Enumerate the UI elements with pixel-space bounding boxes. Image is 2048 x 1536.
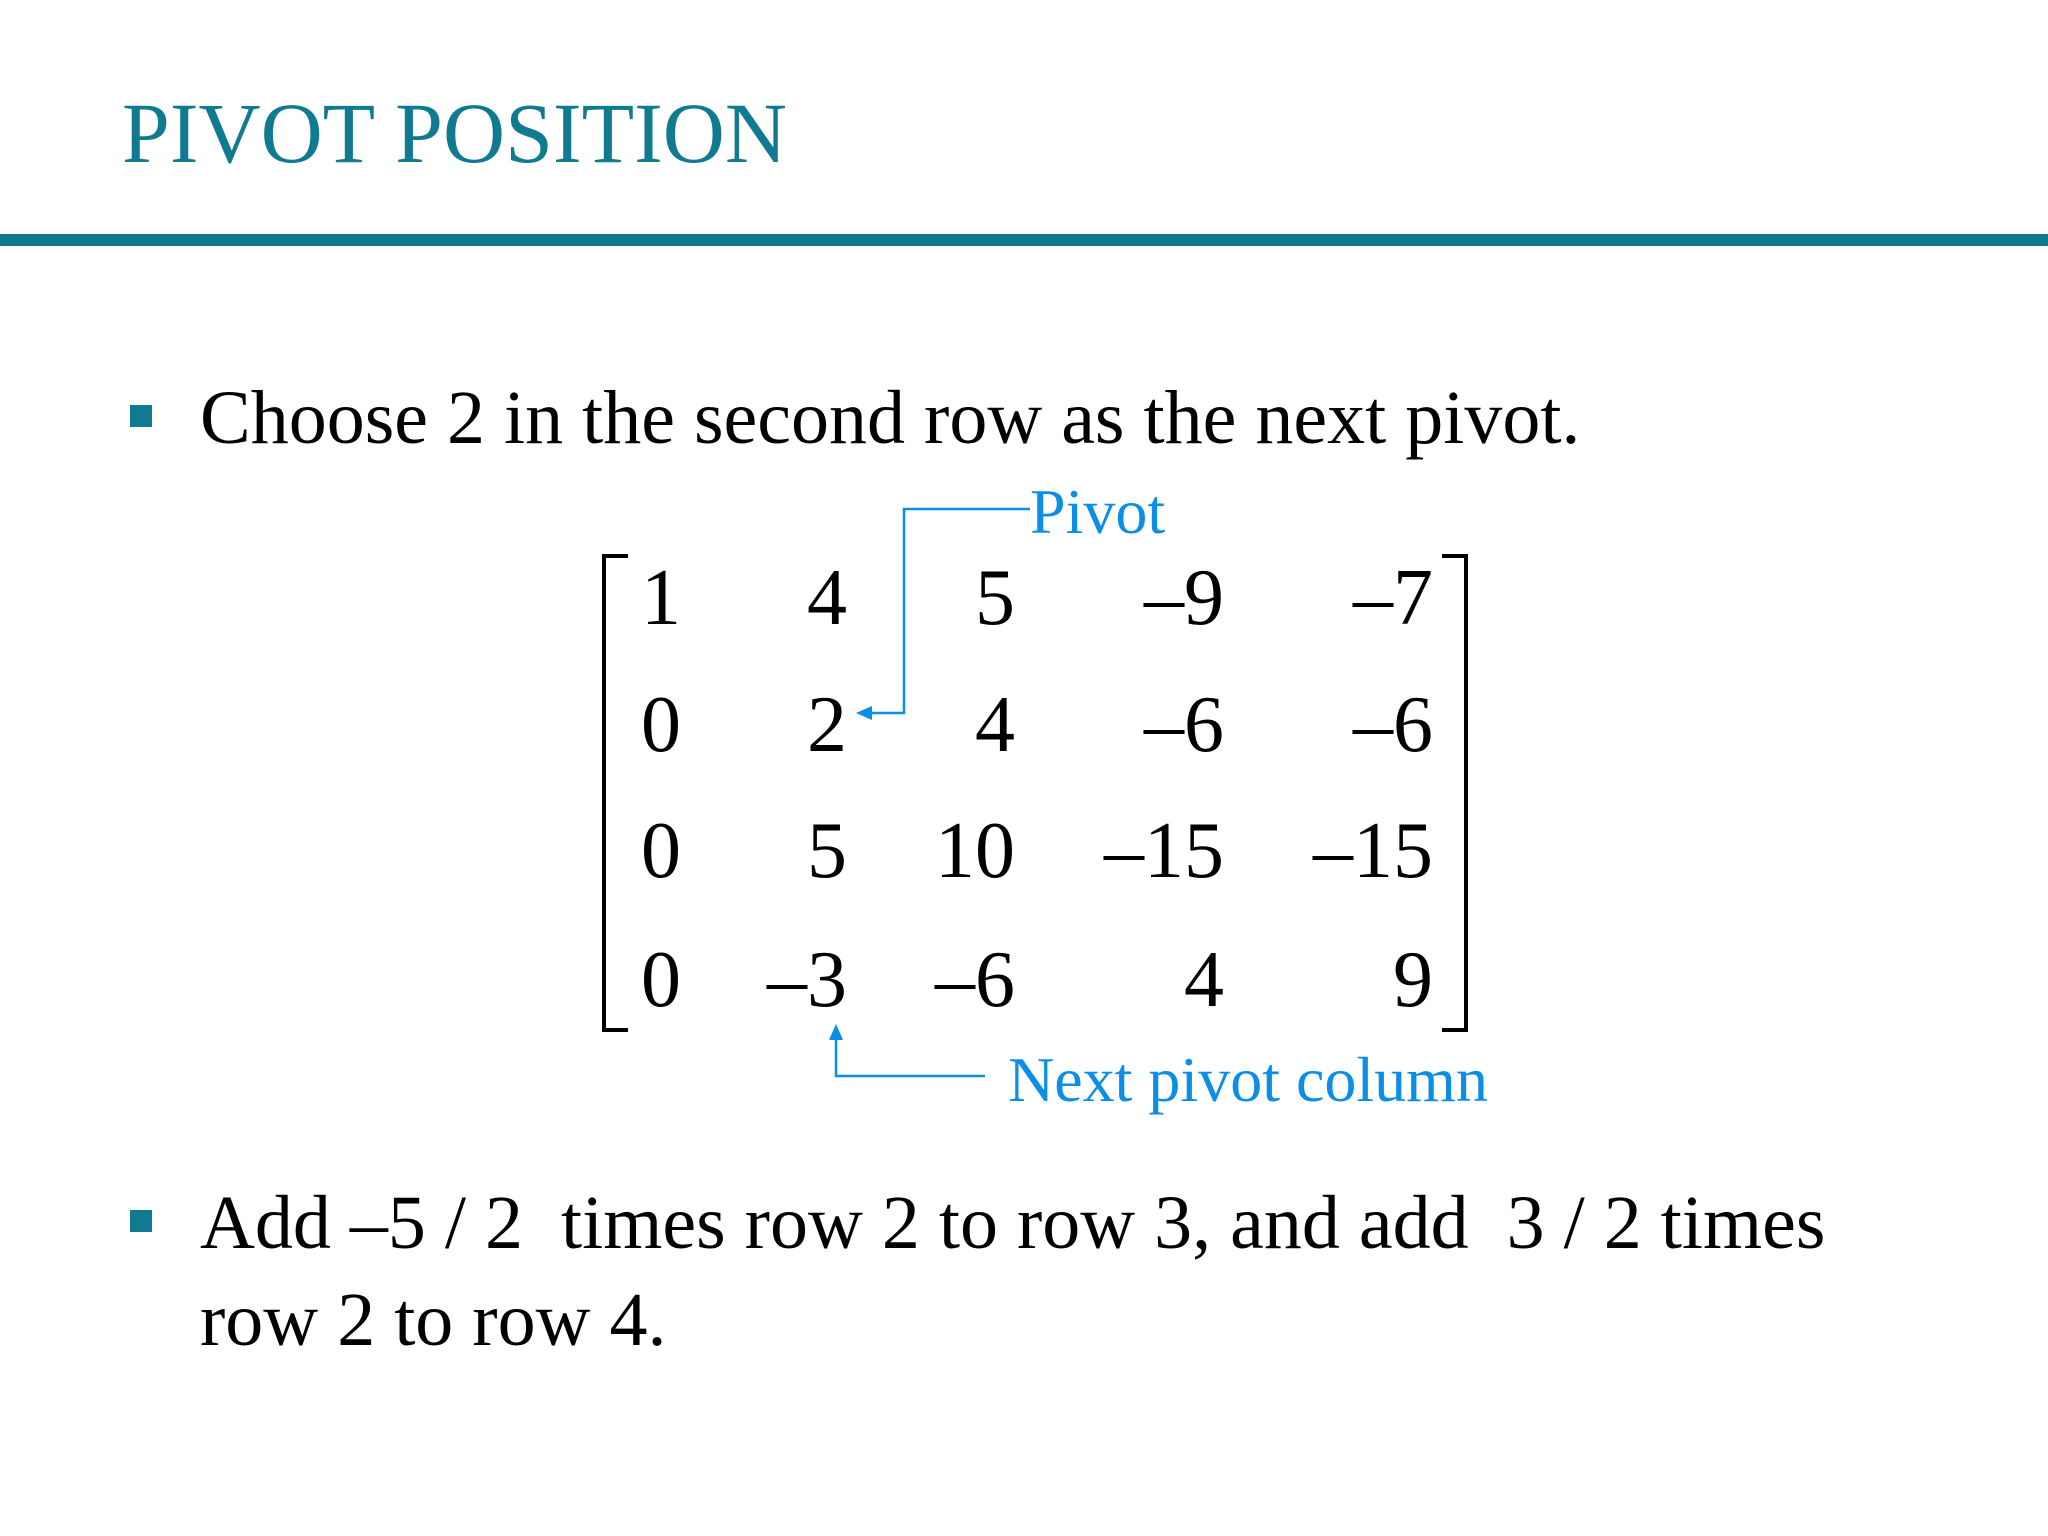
title-divider	[0, 234, 2048, 246]
matrix-cell-r2-c2-pivot: 2	[807, 681, 847, 769]
next-pivot-column-label: Next pivot column	[1008, 1044, 1488, 1115]
bullet-marker-1	[130, 405, 152, 427]
bullet-text-2-line-2: row 2 to row 4.	[200, 1278, 667, 1362]
bullet-text-1: Choose 2 in the second row as the next pivot.	[200, 376, 1581, 460]
matrix-cell-r3-c4: –15	[1104, 807, 1224, 895]
matrix-cell-r1-c4: –9	[1144, 554, 1224, 642]
left-bracket	[604, 556, 628, 1030]
matrix-cell-r3-c5: –15	[1313, 807, 1433, 895]
bullet-text-2-line-1: Add –5 / 2 times row 2 to row 3, and add 3 / 2 times	[200, 1181, 1826, 1265]
matrix-cell-r2-c3: 4	[975, 681, 1015, 769]
next-pivot-column-arrow-line	[836, 1036, 985, 1076]
matrix-cell-r1-c3: 5	[975, 554, 1015, 642]
matrix-cell-r4-c1: 0	[641, 936, 681, 1024]
matrix-cell-r1-c1: 1	[641, 554, 681, 642]
matrix-cell-r2-c4: –6	[1144, 681, 1224, 769]
matrix-cell-r3-c2: 5	[807, 807, 847, 895]
pivot-arrowhead-icon	[856, 706, 872, 720]
bullet-marker-2	[130, 1210, 152, 1232]
matrix-cell-r1-c2: 4	[807, 554, 847, 642]
matrix-cell-r3-c1: 0	[641, 807, 681, 895]
matrix-cell-r4-c2: –3	[767, 936, 847, 1024]
matrix-cell-r4-c4: 4	[1184, 936, 1224, 1024]
matrix-cell-r3-c3: 10	[935, 807, 1015, 895]
slide-title: PIVOT POSITION	[122, 85, 787, 181]
right-bracket	[1442, 556, 1466, 1030]
next-pivot-column-arrowhead-icon	[829, 1024, 843, 1040]
matrix-cell-r2-c1: 0	[641, 681, 681, 769]
matrix-cell-r2-c5: –6	[1353, 681, 1433, 769]
matrix-cell-r4-c5: 9	[1393, 936, 1433, 1024]
pivot-arrow-line	[868, 509, 1030, 713]
matrix-cell-r4-c3: –6	[935, 936, 1015, 1024]
matrix-cell-r1-c5: –7	[1353, 554, 1433, 642]
pivot-label: Pivot	[1030, 476, 1166, 547]
